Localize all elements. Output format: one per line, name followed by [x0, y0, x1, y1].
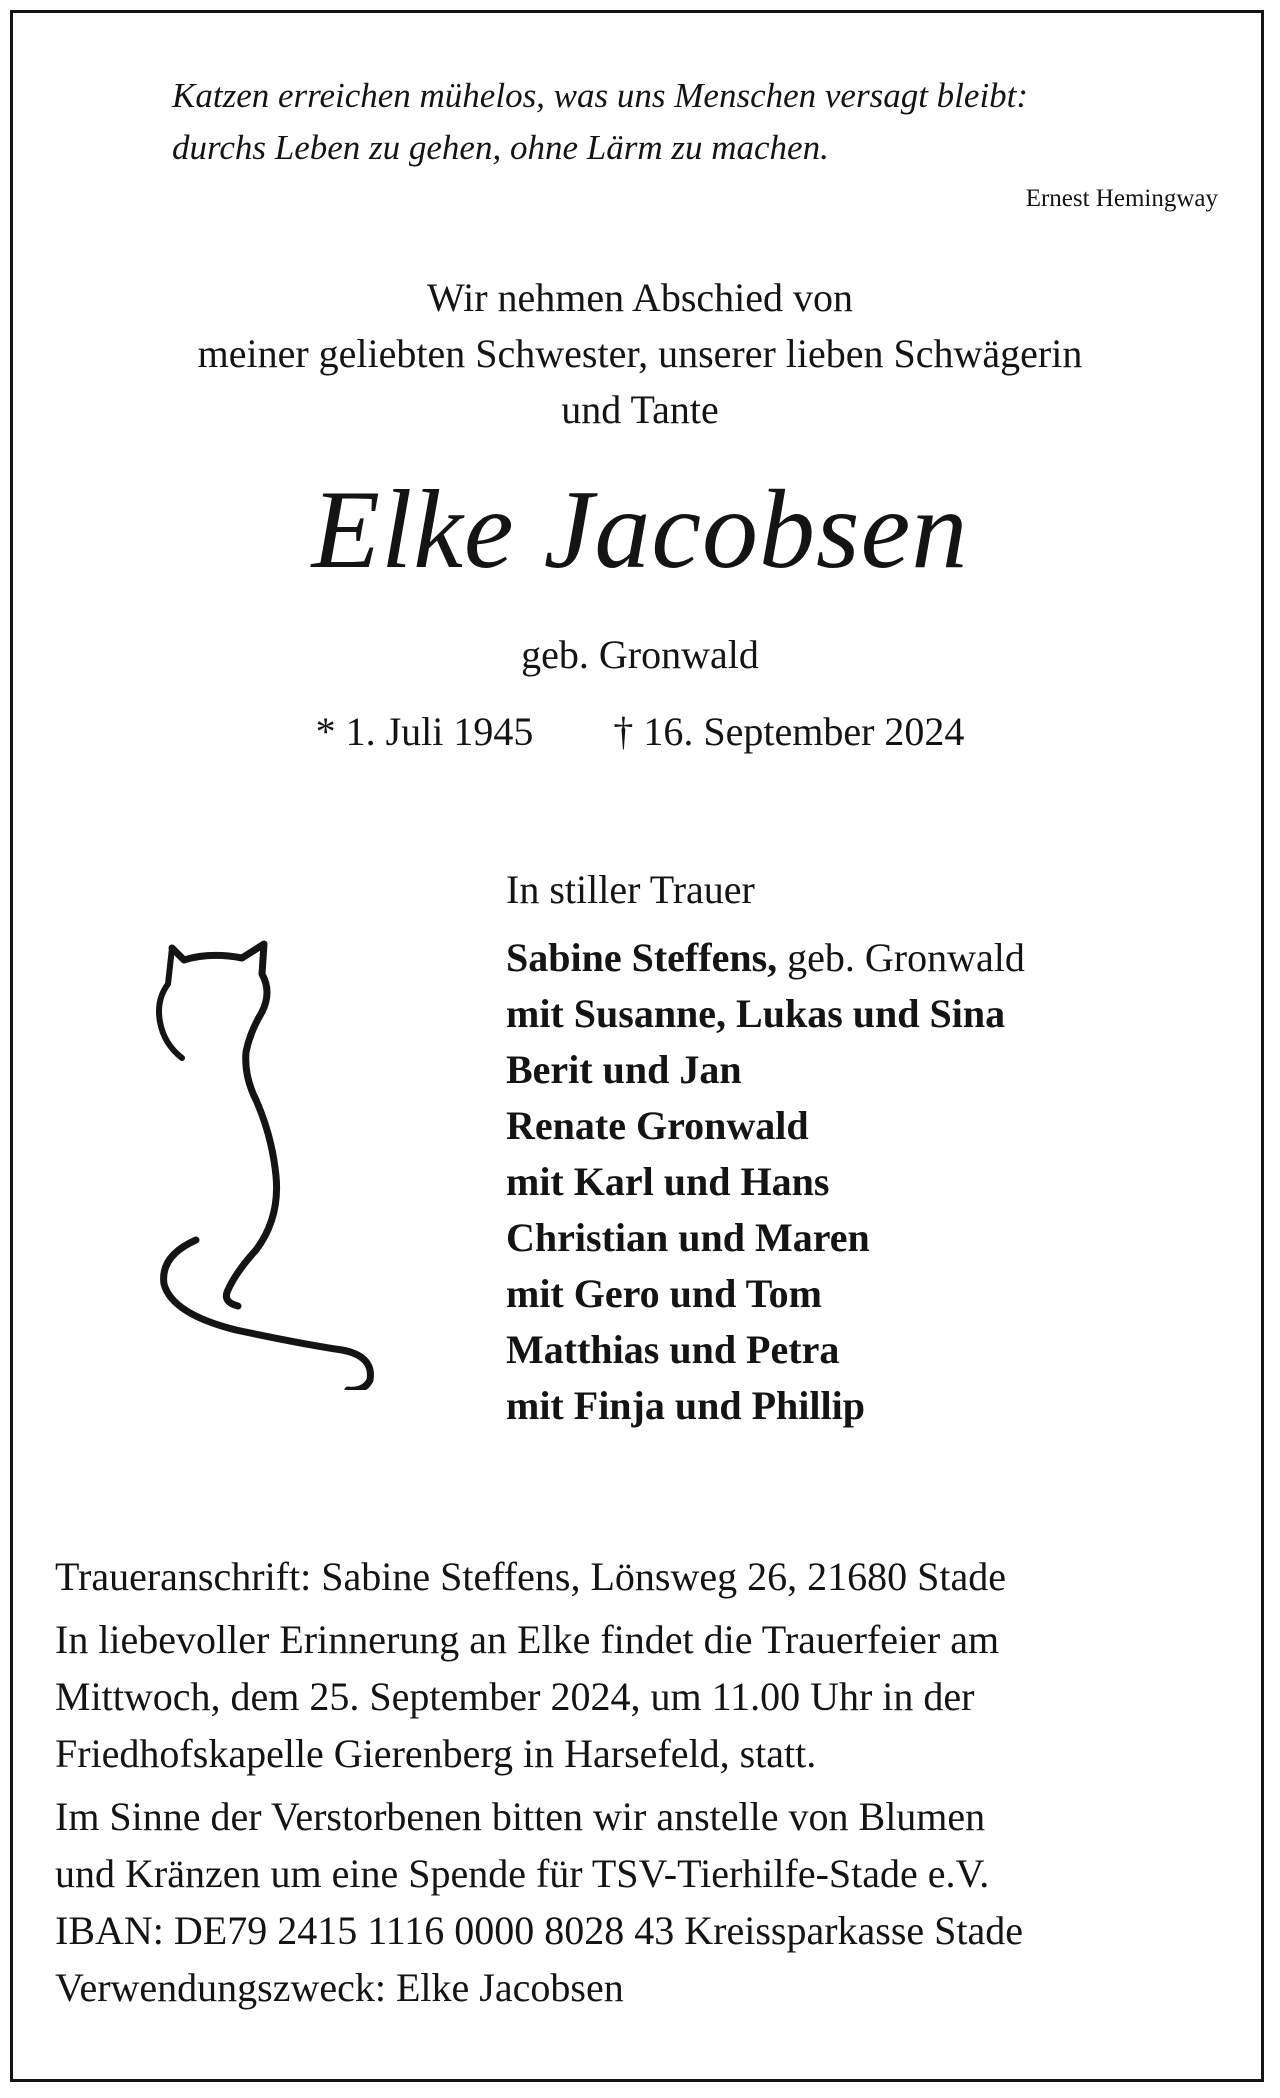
- donation-info: [55, 1788, 1235, 2016]
- deceased-name: Elke Jacobsen: [311, 468, 969, 592]
- mourner-line: [506, 930, 1226, 986]
- intro-line: meiner geliebten Schwester, unserer lieben Schwägerin: [197, 331, 1083, 376]
- donation-reference: Verwendungszweck: Elke Jacobsen: [55, 1965, 624, 2010]
- maiden-name: geb. Gronwald: [521, 632, 759, 677]
- mourner-first-suffix: geb. Gronwald: [777, 935, 1025, 980]
- donation-iban: IBAN: DE79 2415 1116 0000 8028 43 Kreissparkasse Stade: [55, 1908, 1024, 1953]
- ceremony-line: In liebevoller Erinnerung an Elke findet die Trauerfeier am: [55, 1617, 1000, 1662]
- donation-line: und Kränzen um eine Spende für TSV-Tierhilfe-Stade e.V.: [55, 1851, 990, 1896]
- mourner-line: mit Karl und Hans: [506, 1159, 830, 1204]
- cat-silhouette-icon: [152, 940, 382, 1390]
- epigraph-quote: [172, 70, 1222, 174]
- ceremony-info: [55, 1611, 1235, 1782]
- mourner-line: mit Susanne, Lukas und Sina: [506, 991, 1006, 1036]
- mourner-line: Christian und Maren: [506, 1215, 870, 1260]
- quote-line: Katzen erreichen mühelos, was uns Menschen versagt bleibt:: [172, 76, 1029, 115]
- intro-line: Wir nehmen Abschied von: [426, 275, 854, 320]
- death-date: † 16. September 2024: [613, 709, 965, 754]
- ceremony-line: Mittwoch, dem 25. September 2024, um 11.00 Uhr in der: [55, 1674, 975, 1719]
- farewell-intro: [0, 270, 1280, 438]
- mourner-line: mit Gero und Tom: [506, 1271, 822, 1316]
- donation-line: Im Sinne der Verstorbenen bitten wir anstelle von Blumen: [55, 1794, 986, 1839]
- mourners-block: [506, 862, 1226, 1434]
- mourner-line: Matthias und Petra: [506, 1327, 840, 1372]
- ceremony-line: Friedhofskapelle Gierenberg in Harsefeld, statt.: [55, 1731, 817, 1776]
- mourner-line: Renate Gronwald: [506, 1103, 809, 1148]
- quote-line: durchs Leben zu gehen, ohne Lärm zu machen.: [172, 128, 829, 167]
- birth-date: * 1. Juli 1945: [315, 709, 534, 754]
- mourner-first: Sabine Steffens,: [506, 935, 778, 980]
- mourner-line: Berit und Jan: [506, 1047, 742, 1092]
- quote-author: Ernest Hemingway: [1025, 185, 1218, 212]
- notice-footer: [55, 1548, 1235, 2022]
- mourning-label: In stiller Trauer: [506, 867, 755, 912]
- life-dates: [0, 707, 1280, 757]
- intro-line: und Tante: [561, 387, 719, 432]
- mourner-line: mit Finja und Phillip: [506, 1383, 865, 1428]
- mourning-address: Traueranschrift: Sabine Steffens, Lönsweg 26, 21680 Stade: [55, 1554, 1006, 1599]
